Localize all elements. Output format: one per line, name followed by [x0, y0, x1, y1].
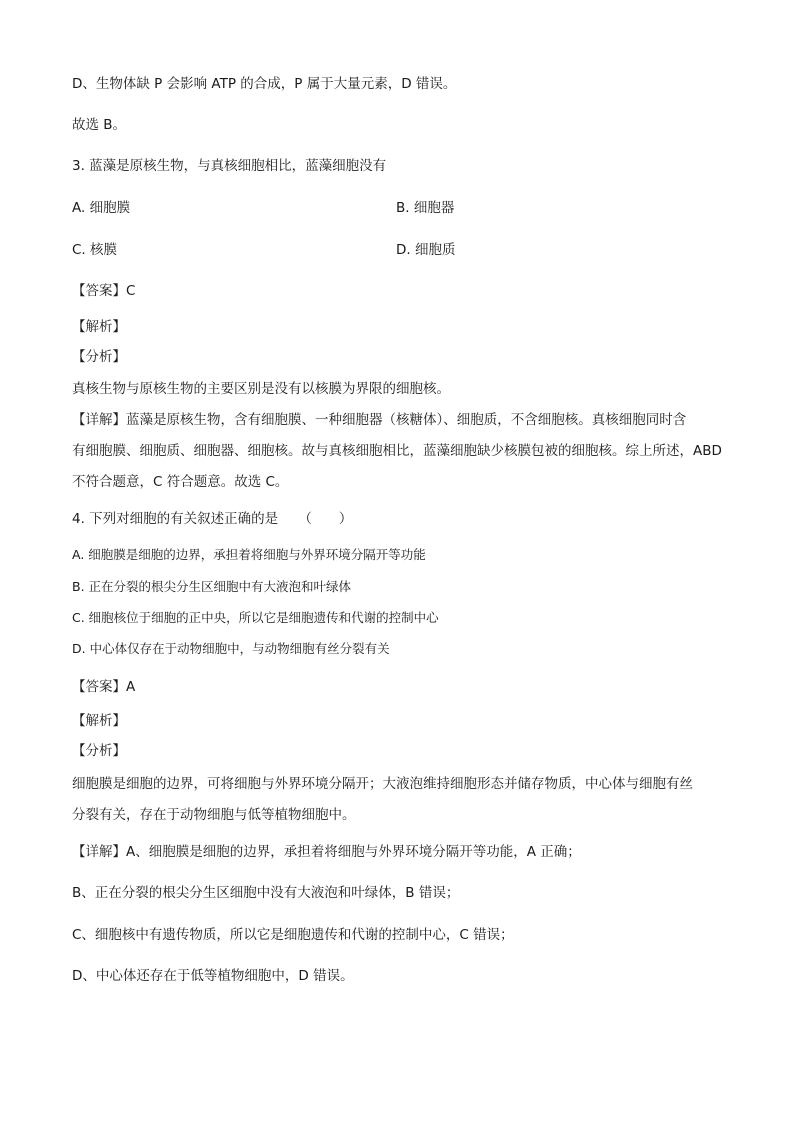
prev-option-d-explanation: D、生物体缺 P 会影响 ATP 的合成，P 属于大量元素，D 错误。: [72, 76, 457, 92]
q3-detail-line: 【详解】蓝藻是原核生物，含有细胞膜、一种细胞器（核糖体）、细胞质，不含细胞核。真核细胞同时含: [72, 412, 687, 428]
q3-jiexi-heading: 【解析】: [72, 319, 126, 335]
q4-fenxi-line: 细胞膜是细胞的边界，可将细胞与外界环境分隔开；大液泡维持细胞形态并储存物质，中心体与细胞有丝: [72, 776, 693, 792]
q4-option-c: C. 细胞核位于细胞的正中央，所以它是细胞遗传和代谢的控制中心: [72, 610, 439, 625]
q4-fenxi-heading: 【分析】: [72, 743, 126, 759]
q3-fenxi-text: 真核生物与原核生物的主要区别是没有以核膜为界限的细胞核。: [72, 381, 450, 397]
q4-detail-line: B、正在分裂的根尖分生区细胞中没有大液泡和叶绿体，B 错误；: [72, 885, 460, 901]
question-3-stem: 3. 蓝藻是原核生物，与真核细胞相比，蓝藻细胞没有: [72, 158, 387, 174]
q4-detail-line: C、细胞核中有遗传物质，所以它是细胞遗传和代谢的控制中心，C 错误；: [72, 927, 514, 943]
q3-option-a: A. 细胞膜: [72, 200, 131, 216]
q3-option-c: C. 核膜: [72, 242, 118, 258]
q3-detail-line: 有细胞膜、细胞质、细胞器、细胞核。故与真核细胞相比，蓝藻细胞缺少核膜包被的细胞核。综上所述，ABD: [72, 443, 722, 459]
q4-option-d: D. 中心体仅存在于动物细胞中，与动物细胞有丝分裂有关: [72, 641, 390, 656]
q4-detail-line: D、中心体还存在于低等植物细胞中，D 错误。: [72, 968, 354, 984]
q3-option-b: B. 细胞器: [396, 200, 455, 216]
q4-jiexi-heading: 【解析】: [72, 713, 126, 729]
question-4-stem: 4. 下列对细胞的有关叙述正确的是 （ ）: [72, 511, 353, 527]
q3-answer: 【答案】C: [72, 283, 136, 299]
q4-fenxi-line: 分裂有关，存在于动物细胞与低等植物细胞中。: [72, 807, 356, 823]
prev-choose-line: 故选 B。: [72, 117, 127, 133]
q4-option-a: A. 细胞膜是细胞的边界，承担着将细胞与外界环境分隔开等功能: [72, 547, 426, 562]
q3-option-d: D. 细胞质: [396, 242, 456, 258]
q3-detail-line: 不符合题意，C 符合题意。故选 C。: [72, 474, 289, 490]
q4-option-b: B. 正在分裂的根尖分生区细胞中有大液泡和叶绿体: [72, 579, 352, 594]
q4-answer: 【答案】A: [72, 679, 136, 695]
q4-detail-line: 【详解】A、细胞膜是细胞的边界，承担着将细胞与外界环境分隔开等功能，A 正确；: [72, 844, 581, 860]
q3-fenxi-heading: 【分析】: [72, 349, 126, 365]
